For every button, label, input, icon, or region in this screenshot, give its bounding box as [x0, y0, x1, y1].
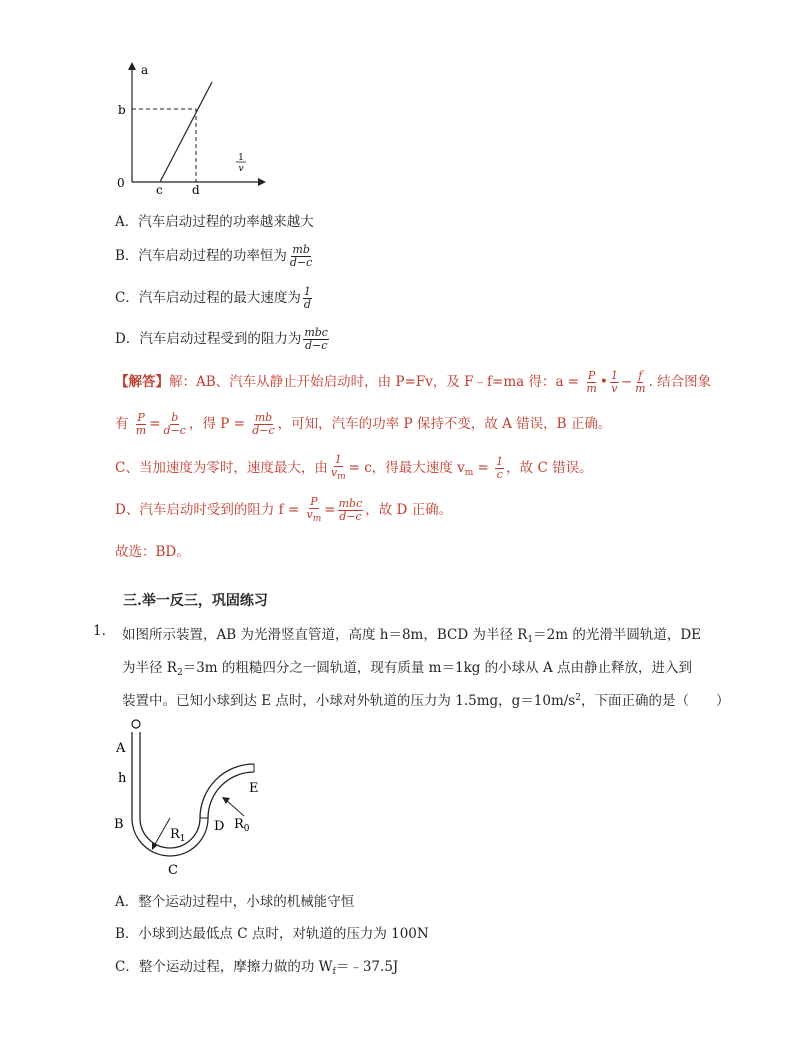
question-line-2: 为半径 $R_2=3m$ 的粗糙四分之一圆轨道，现有质量 m＝1kg 的小球从 A 点由静止释放，进入到	[122, 660, 693, 678]
question-number: 1.	[93, 623, 106, 639]
q-option-c: C．整个运动过程，摩擦力做的功 $W_f=﹣37.5J$	[115, 959, 399, 977]
x-axis-label-den: v	[238, 164, 244, 174]
r1-arrow-head	[152, 842, 158, 850]
answer-label: 【解答】	[115, 374, 169, 390]
y-axis-arrow	[128, 62, 136, 70]
label-d: D	[214, 819, 225, 834]
label-h: h	[118, 771, 127, 786]
option-c-text: C．汽车启动过程的最大速度为	[115, 290, 301, 306]
y-axis-label: a	[141, 63, 149, 77]
option-c	[115, 286, 314, 311]
ball	[132, 720, 140, 728]
r1-arrow-line	[154, 818, 170, 846]
question-line-1: 如图所示装置，AB 为光滑竖直管道，高度 h＝8m，BCD 为半径 $R_1=2m$ 的光滑半圆轨道，DE	[122, 627, 702, 645]
option-b-text: B．汽车启动过程的功率恒为	[115, 248, 287, 264]
option-d-fraction: $\frac{\text{mbc}}{d-c}$	[304, 326, 328, 352]
b-label: b	[118, 103, 126, 117]
answer-line-1: 【解答】解：AB、汽车从静止开始启动时，由 P=Fv，及 F﹣f=ma 得：a = $\frac{P}{m}$ • $\frac{1}{v}$ − $\frac{f}{m}$ . 结合图象	[115, 369, 712, 395]
option-b	[115, 244, 315, 269]
answer-line-4: D、汽车启动时受到的阻力 f = $\frac{P}{v_m}$ = $\frac{\text{mbc}}{d-c}$ ，故 D 正确。	[115, 495, 453, 524]
option-c-fraction: $\frac{1}{d}$	[303, 285, 311, 311]
question-line-3: 装置中。已知小球到达 E 点时，小球对外轨道的压力为 1.5mg，$g=10m/s^2$，下面正确的是（ ）	[122, 693, 730, 709]
section-title: 三.举一反三，巩固练习	[123, 593, 268, 609]
label-r0: $R_0$	[234, 817, 250, 834]
q-option-b: B．小球到达最低点 C 点时，对轨道的压力为 100N	[115, 926, 429, 942]
origin-label: 0	[117, 176, 125, 190]
answer-line-5: 故选：BD。	[115, 544, 190, 560]
x-axis-label-num: 1	[238, 153, 244, 163]
graph-line	[160, 82, 212, 182]
option-d-text: D．汽车启动过程受到的阻力为	[115, 331, 302, 347]
label-a: A	[116, 741, 126, 756]
label-b: B	[114, 817, 124, 832]
track-diagram	[108, 712, 278, 882]
quarter-outer	[208, 772, 254, 818]
d-label: d	[192, 183, 200, 197]
label-c: C	[168, 863, 178, 878]
acceleration-graph	[108, 58, 268, 198]
label-r1: $R_1$	[170, 827, 186, 844]
r0-arrow-line	[226, 800, 244, 816]
q-option-a: A．整个运动过程中，小球的机械能守恒	[115, 894, 355, 910]
x-axis-arrow	[258, 178, 266, 186]
answer-line-3: C、当加速度为零时，速度最大，由 $\frac{1}{v_m}$ = c，得最大速度 $v_m$ = $\frac{1}{c}$ ，故 C 错误。	[115, 453, 593, 482]
c-label: c	[156, 183, 163, 197]
answer-line-2: 有 $\frac{P}{m}$ = $\frac{b}{d-c}$ ，得 P = $\frac{mb}{d-c}$ ，可知，汽车的功率 P 保持不变，故 A 错误，B 正确。	[115, 411, 612, 437]
option-a: A．汽车启动过程的功率越来越大	[115, 214, 314, 230]
option-b-fraction: $\frac{mb}{d-c}$	[289, 243, 313, 269]
label-e: E	[249, 781, 259, 796]
option-d	[115, 327, 331, 352]
